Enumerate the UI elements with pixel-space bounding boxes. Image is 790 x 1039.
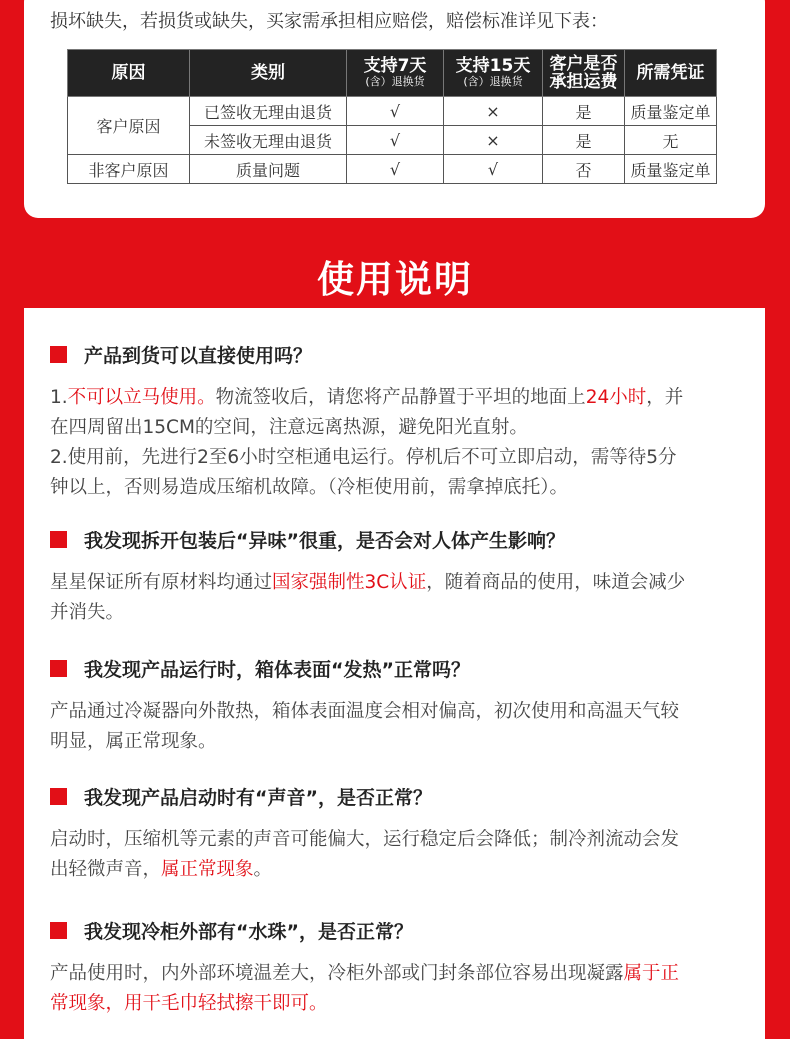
- return-policy-text: [50, 0, 750, 33]
- faq-answer-line: [50, 989, 750, 1019]
- cell-15day: √: [444, 155, 543, 184]
- faq-answer-line: [50, 568, 750, 598]
- answer-text: 钟以上，否则易造成压缩机故障。（冷柜使用前，需拿掉底托）。: [50, 477, 569, 498]
- answer-text: 产品使用时，内外部环境温差大，冷柜外部或门封条部位容易出现凝露: [50, 963, 624, 984]
- highlight-text: 常现象，用干毛巾轻拭擦干即可。: [50, 993, 328, 1014]
- header-proof: 所需凭证: [625, 50, 717, 97]
- faq-answer: [50, 697, 750, 757]
- faq-answer-line: [50, 443, 750, 473]
- answer-text: ，随着商品的使用，味道会减少: [426, 572, 686, 593]
- cell-15day: ×: [444, 126, 543, 155]
- table-row: [68, 97, 717, 126]
- answer-text: 启动时，压缩机等元素的声音可能偏大，运行稳定后会降低；制冷剂流动会发: [50, 829, 680, 850]
- cell-7day: √: [347, 97, 444, 126]
- red-square-icon: [50, 346, 67, 363]
- cell-freight: 是: [543, 126, 625, 155]
- faq-answer: [50, 959, 750, 1019]
- banner-title: 使用说明: [317, 258, 473, 301]
- red-square-icon: [50, 922, 67, 939]
- header-reason: 原因: [68, 50, 190, 97]
- faq-answer-line: [50, 825, 750, 855]
- table-row: [68, 155, 717, 184]
- faq-answer-line: [50, 727, 750, 757]
- section-banner: [0, 244, 790, 308]
- faq-question: [50, 655, 750, 681]
- red-square-icon: [50, 660, 67, 677]
- faq-item: [50, 341, 750, 503]
- answer-text: 明显，属正常现象。: [50, 731, 217, 752]
- cell-reason: 客户原因: [68, 97, 190, 155]
- faq-question-text: 我发现冷柜外部有“水珠”，是否正常？: [84, 920, 413, 943]
- faq-item: [50, 526, 750, 628]
- header-category: 类别: [190, 50, 347, 97]
- faq-answer-line: [50, 598, 750, 628]
- faq-question-text: 产品到货可以直接使用吗？: [84, 344, 313, 367]
- cell-freight: 否: [543, 155, 625, 184]
- highlight-text: 属正常现象: [161, 859, 254, 880]
- header-7day: 支持7天 (含）退换货: [347, 50, 444, 97]
- faq-answer-line: [50, 855, 750, 885]
- answer-text: 产品通过冷凝器向外散热，箱体表面温度会相对偏高，初次使用和高温天气较: [50, 701, 680, 722]
- highlight-text: 国家强制性3C认证: [272, 572, 427, 593]
- faq-question-text: 我发现产品启动时有“声音”，是否正常？: [84, 786, 432, 809]
- cell-7day: √: [347, 155, 444, 184]
- answer-text: 在四周留出15CM的空间，注意远离热源，避免阳光直射。: [50, 417, 528, 438]
- red-square-icon: [50, 788, 67, 805]
- cell-proof: 质量鉴定单: [625, 97, 717, 126]
- answer-text: 星星保证所有原材料均通过: [50, 572, 273, 593]
- answer-text: 并消失。: [50, 602, 125, 623]
- cell-category: 已签收无理由退货: [190, 97, 347, 126]
- faq-answer: [50, 825, 750, 885]
- policy-line: 损坏缺失，若损货或缺失，买家需承担相应赔偿，赔偿标准详见下表：: [50, 11, 608, 32]
- answer-text: 2.使用前，先进行2至6小时空柜通电运行。停机后不可立即启动，需等待5分: [50, 447, 677, 468]
- cell-proof: 无: [625, 126, 717, 155]
- return-policy-table: [67, 49, 717, 184]
- faq-answer: [50, 568, 750, 628]
- answer-text: 出轻微声音，: [50, 859, 162, 880]
- header-freight: 客户是否 承担运费: [543, 50, 625, 97]
- highlight-text: 属于正: [623, 963, 680, 984]
- faq-item: [50, 917, 750, 1019]
- faq-question-text: 我发现产品运行时，箱体表面“发热”正常吗？: [84, 658, 470, 681]
- cell-proof: 质量鉴定单: [625, 155, 717, 184]
- faq-answer-line: [50, 413, 750, 443]
- faq-answer-line: [50, 383, 750, 413]
- faq-question: [50, 341, 750, 367]
- answer-text: ，并: [646, 387, 684, 408]
- cell-7day: √: [347, 126, 444, 155]
- faq-answer-line: [50, 473, 750, 503]
- faq-answer-line: [50, 959, 750, 989]
- highlight-text: 24小时: [585, 387, 647, 408]
- cell-category: 质量问题: [190, 155, 347, 184]
- answer-text: 1.: [50, 387, 68, 408]
- faq-question: [50, 783, 750, 809]
- cell-category: 未签收无理由退货: [190, 126, 347, 155]
- cell-freight: 是: [543, 97, 625, 126]
- faq-question-text: 我发现拆开包装后“异味”很重，是否会对人体产生影响？: [84, 529, 565, 552]
- cell-15day: ×: [444, 97, 543, 126]
- answer-text: 。: [253, 859, 273, 880]
- header-15day: 支持15天 (含）退换货: [444, 50, 543, 97]
- cell-reason: 非客户原因: [68, 155, 190, 184]
- red-square-icon: [50, 531, 67, 548]
- answer-text: 物流签收后，请您将产品静置于平坦的地面上: [215, 387, 586, 408]
- faq-answer: [50, 383, 750, 503]
- faq-question: [50, 917, 750, 943]
- highlight-text: 不可以立马使用。: [67, 387, 216, 408]
- cropped-line: [50, 0, 750, 6]
- faq-answer-line: [50, 697, 750, 727]
- faq-item: [50, 655, 750, 757]
- faq-item: [50, 783, 750, 885]
- faq-question: [50, 526, 750, 552]
